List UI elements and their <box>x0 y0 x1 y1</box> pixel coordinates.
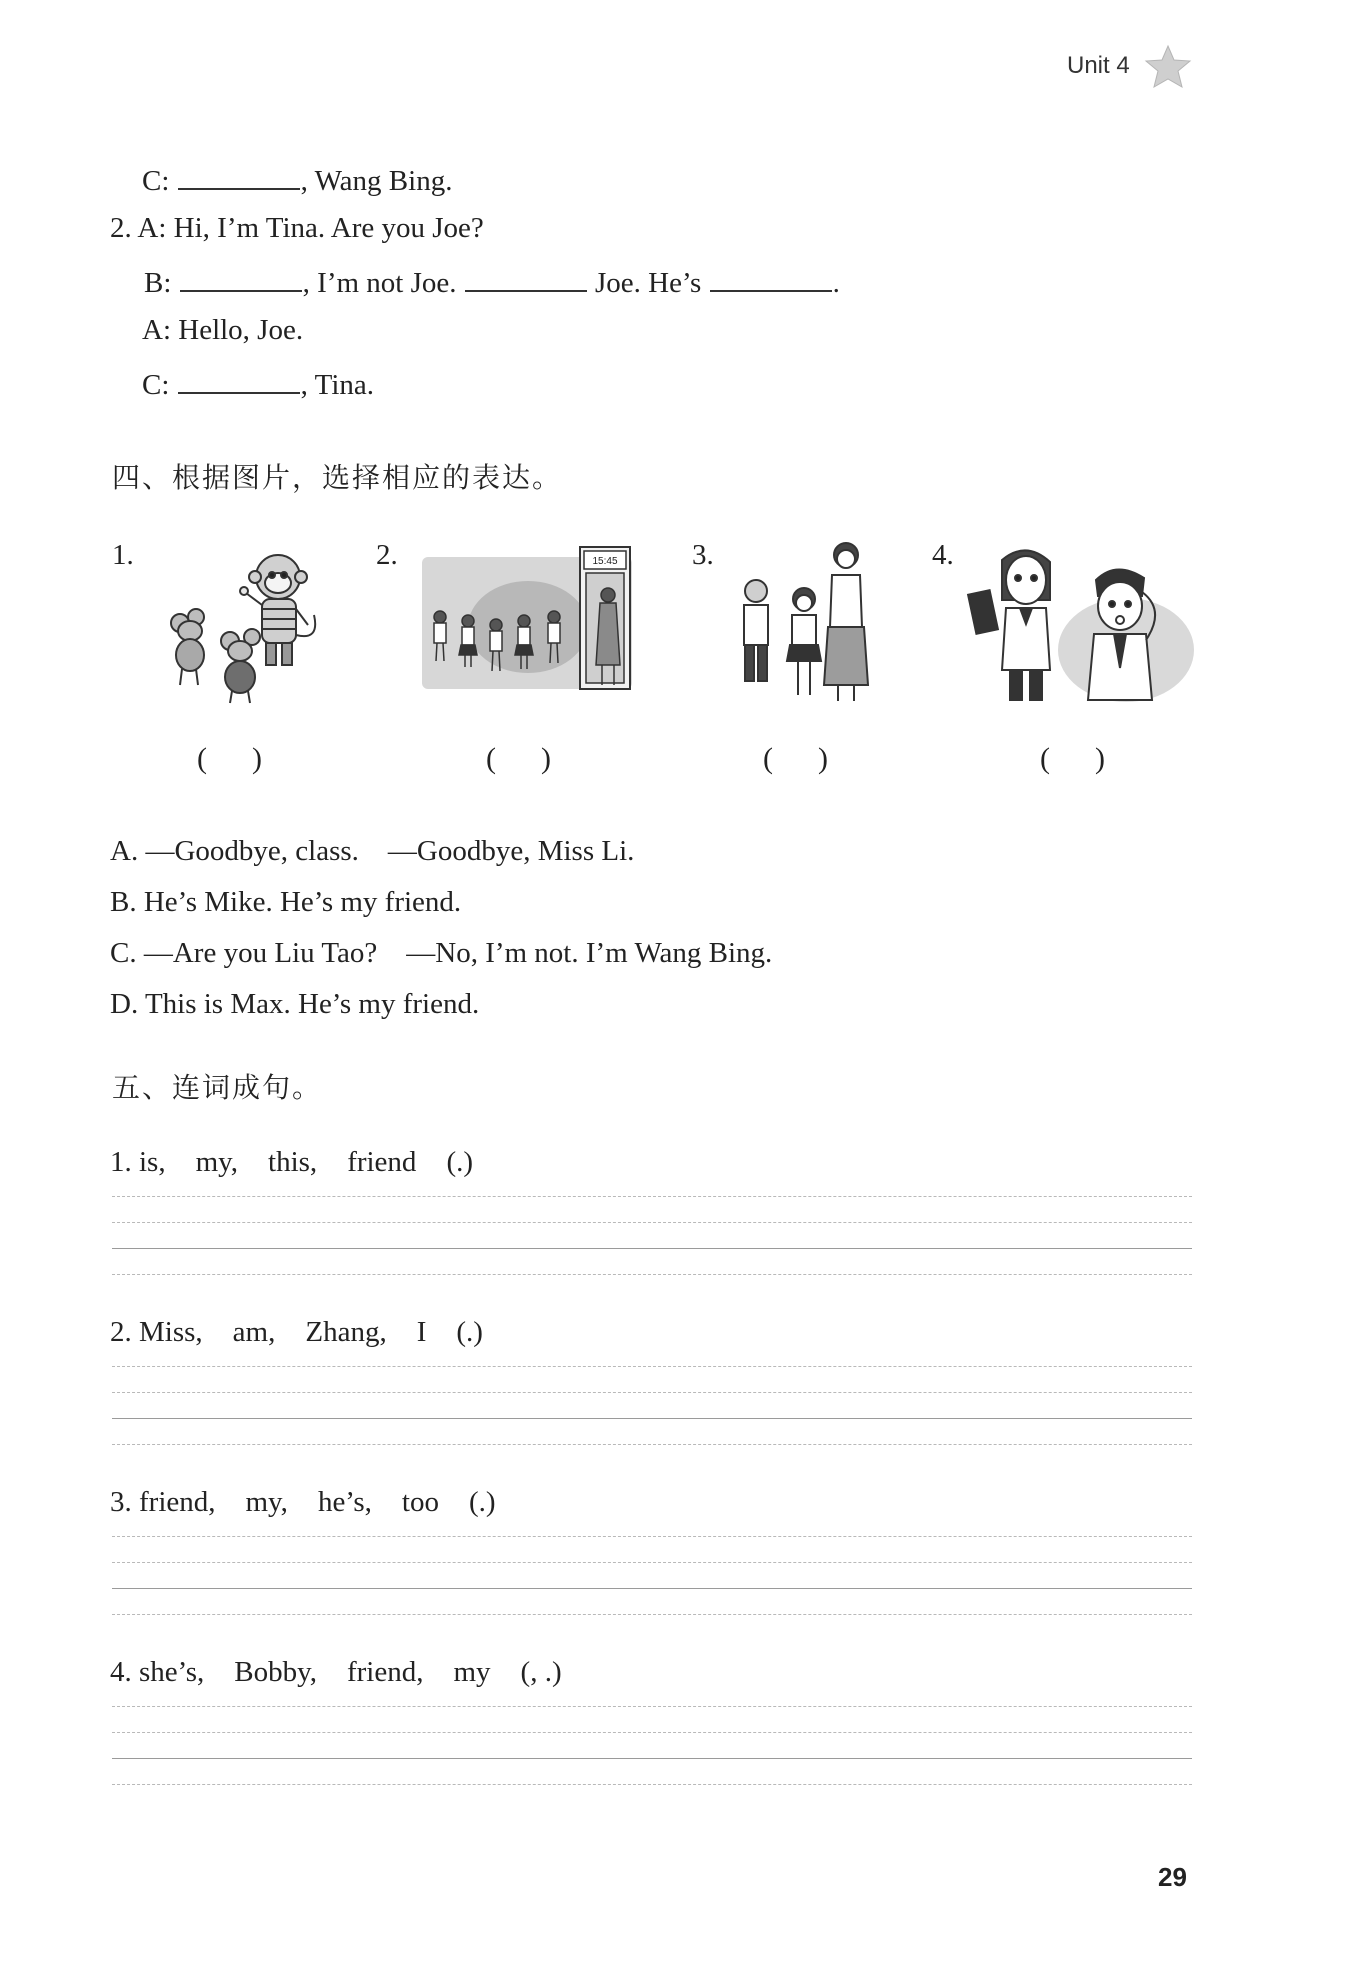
writing-lines[interactable] <box>112 1536 1192 1616</box>
dialog-line-2 <box>110 211 484 245</box>
word: (.) <box>456 1316 483 1348</box>
dialog-line-5 <box>142 364 374 402</box>
speaker-label: A: <box>137 212 167 244</box>
option-letter: D. <box>110 988 139 1020</box>
item-number: 3. <box>110 1486 132 1518</box>
dialog-text: Joe. He’s <box>595 267 702 299</box>
option-letter: A. <box>110 835 139 867</box>
section-4-title: 四、根据图片，选择相应的表达。 <box>112 461 563 494</box>
scramble-item-2 <box>110 1315 513 1349</box>
word: (, .) <box>520 1656 562 1688</box>
word: she’s, <box>139 1656 205 1688</box>
picture-4-illustration <box>966 540 1194 702</box>
word: am, <box>232 1316 276 1348</box>
answer-blank[interactable] <box>710 262 832 292</box>
option-letter: C. <box>110 937 137 969</box>
dialog-text: Hi, I’m Tina. Are you Joe? <box>173 212 484 244</box>
speaker-label: A: <box>142 314 171 346</box>
word: Zhang, <box>305 1316 387 1348</box>
option-text: —Goodbye, class. —Goodbye, Miss Li. <box>145 835 635 867</box>
scramble-item-3 <box>110 1485 526 1519</box>
picture-number: 1. <box>112 539 134 571</box>
star-icon <box>1144 44 1192 90</box>
word: Bobby, <box>234 1656 317 1688</box>
picture-number: 3. <box>692 539 714 571</box>
dialog-line-1 <box>142 160 452 198</box>
option-b <box>110 885 461 919</box>
picture-2-illustration <box>420 545 635 695</box>
option-letter: B. <box>110 886 137 918</box>
dialog-text: Hello, Joe. <box>178 314 304 346</box>
word: too <box>401 1486 439 1518</box>
item-number: 1. <box>110 1146 132 1178</box>
word: I <box>416 1316 427 1348</box>
answer-paren[interactable]: ( ) <box>197 742 262 775</box>
word: is, <box>139 1146 166 1178</box>
section-5-title: 五、连词成句。 <box>112 1071 323 1104</box>
speaker-label: C: <box>142 369 170 401</box>
word: he’s, <box>317 1486 372 1518</box>
word: friend, <box>139 1486 216 1518</box>
word: Miss, <box>139 1316 203 1348</box>
dialog-line-3 <box>144 262 840 300</box>
speaker-label: C: <box>142 165 170 197</box>
scramble-item-4 <box>110 1655 592 1689</box>
option-text: He’s Mike. He’s my friend. <box>143 886 462 918</box>
dialog-line-4 <box>142 313 303 347</box>
dialog-text: , Tina. <box>300 369 375 401</box>
clock-label: 15:45 <box>592 556 618 567</box>
word: (.) <box>468 1486 496 1518</box>
answer-blank[interactable] <box>465 262 587 292</box>
writing-lines[interactable] <box>112 1706 1192 1786</box>
picture-1-illustration <box>158 545 328 705</box>
word: friend <box>347 1146 417 1178</box>
dialog-text: , I’m not Joe. <box>302 267 457 299</box>
option-text: —Are you Liu Tao? —No, I’m not. I’m Wang Bing. <box>143 937 773 969</box>
scramble-item-1 <box>110 1145 503 1179</box>
answer-blank[interactable] <box>178 160 300 190</box>
picture-number: 4. <box>932 539 954 571</box>
option-c <box>110 936 772 970</box>
answer-paren[interactable]: ( ) <box>486 742 551 775</box>
word: friend, <box>346 1656 424 1688</box>
dialog-text: . <box>832 267 840 299</box>
word: my, <box>245 1486 288 1518</box>
answer-blank[interactable] <box>178 364 300 394</box>
word: this, <box>268 1146 318 1178</box>
word: my, <box>195 1146 239 1178</box>
dialog-text: , Wang Bing. <box>300 165 453 197</box>
picture-3-illustration <box>728 535 878 705</box>
item-number: 2. <box>110 1316 132 1348</box>
writing-lines[interactable] <box>112 1196 1192 1276</box>
option-d <box>110 987 479 1021</box>
picture-number: 2. <box>376 539 398 571</box>
page-number: 29 <box>1158 1862 1187 1892</box>
question-number: 2. <box>110 212 132 244</box>
answer-paren[interactable]: ( ) <box>763 742 828 775</box>
option-text: This is Max. He’s my friend. <box>144 988 480 1020</box>
answer-blank[interactable] <box>180 262 302 292</box>
answer-paren[interactable]: ( ) <box>1040 742 1105 775</box>
writing-lines[interactable] <box>112 1366 1192 1446</box>
item-number: 4. <box>110 1656 132 1688</box>
option-a <box>110 834 634 868</box>
word: (.) <box>446 1146 474 1178</box>
speaker-label: B: <box>144 267 172 299</box>
word: my <box>453 1656 491 1688</box>
unit-label: Unit 4 <box>1067 52 1130 79</box>
